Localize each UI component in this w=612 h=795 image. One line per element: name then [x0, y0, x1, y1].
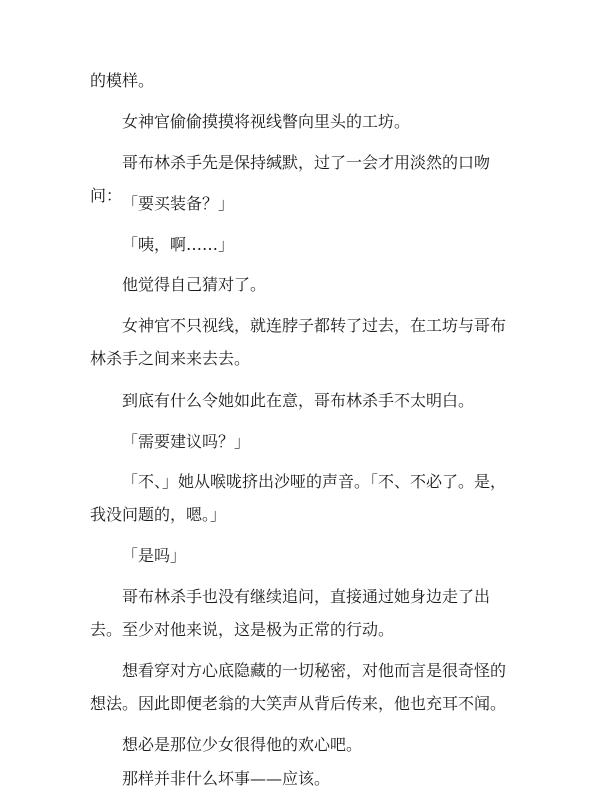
paragraph-10: 「不、」她从喉咙挤出沙哑的声音。「不、不必了。是，我没问题的，嗯。」 — [90, 472, 507, 524]
paragraph-13: 想看穿对方心底隐藏的一切秘密，对他而言是很奇怪的想法。因此即便老翁的大笑声从背后传来，他也充耳不闻。 — [90, 661, 507, 713]
paragraph-6: 他觉得自己猜对了。 — [122, 275, 267, 294]
paragraph-5: 「咦，啊……」 — [122, 235, 235, 254]
paragraph-12: 哥布林杀手也没有继续追问，直接通过她身边走了出去。至少对他来说，这是极为正常的行动。 — [90, 587, 491, 639]
paragraph-2: 女神官偷偷摸摸将视线瞥向里头的工坊。 — [122, 112, 411, 131]
paragraph-15: 那样并非什么坏事——应该。 — [122, 769, 331, 788]
paragraph-14: 想必是那位少女很得他的欢心吧。 — [122, 735, 363, 754]
paragraph-11: 「是吗」 — [122, 546, 187, 565]
paragraph-1: 的模样。 — [90, 71, 155, 90]
paragraph-8: 到底有什么令她如此在意，哥布林杀手不太明白。 — [122, 391, 475, 410]
paragraph-9: 「需要建议吗？」 — [122, 432, 251, 451]
paragraph-3: 哥布林杀手先是保持缄默，过了一会才用淡然的口吻问： — [90, 153, 491, 205]
paragraph-7: 女神官不只视线，就连脖子都转了过去，在工坊与哥布林杀手之间来来去去。 — [90, 316, 507, 368]
paragraph-4: 「要买装备？」 — [122, 194, 235, 213]
